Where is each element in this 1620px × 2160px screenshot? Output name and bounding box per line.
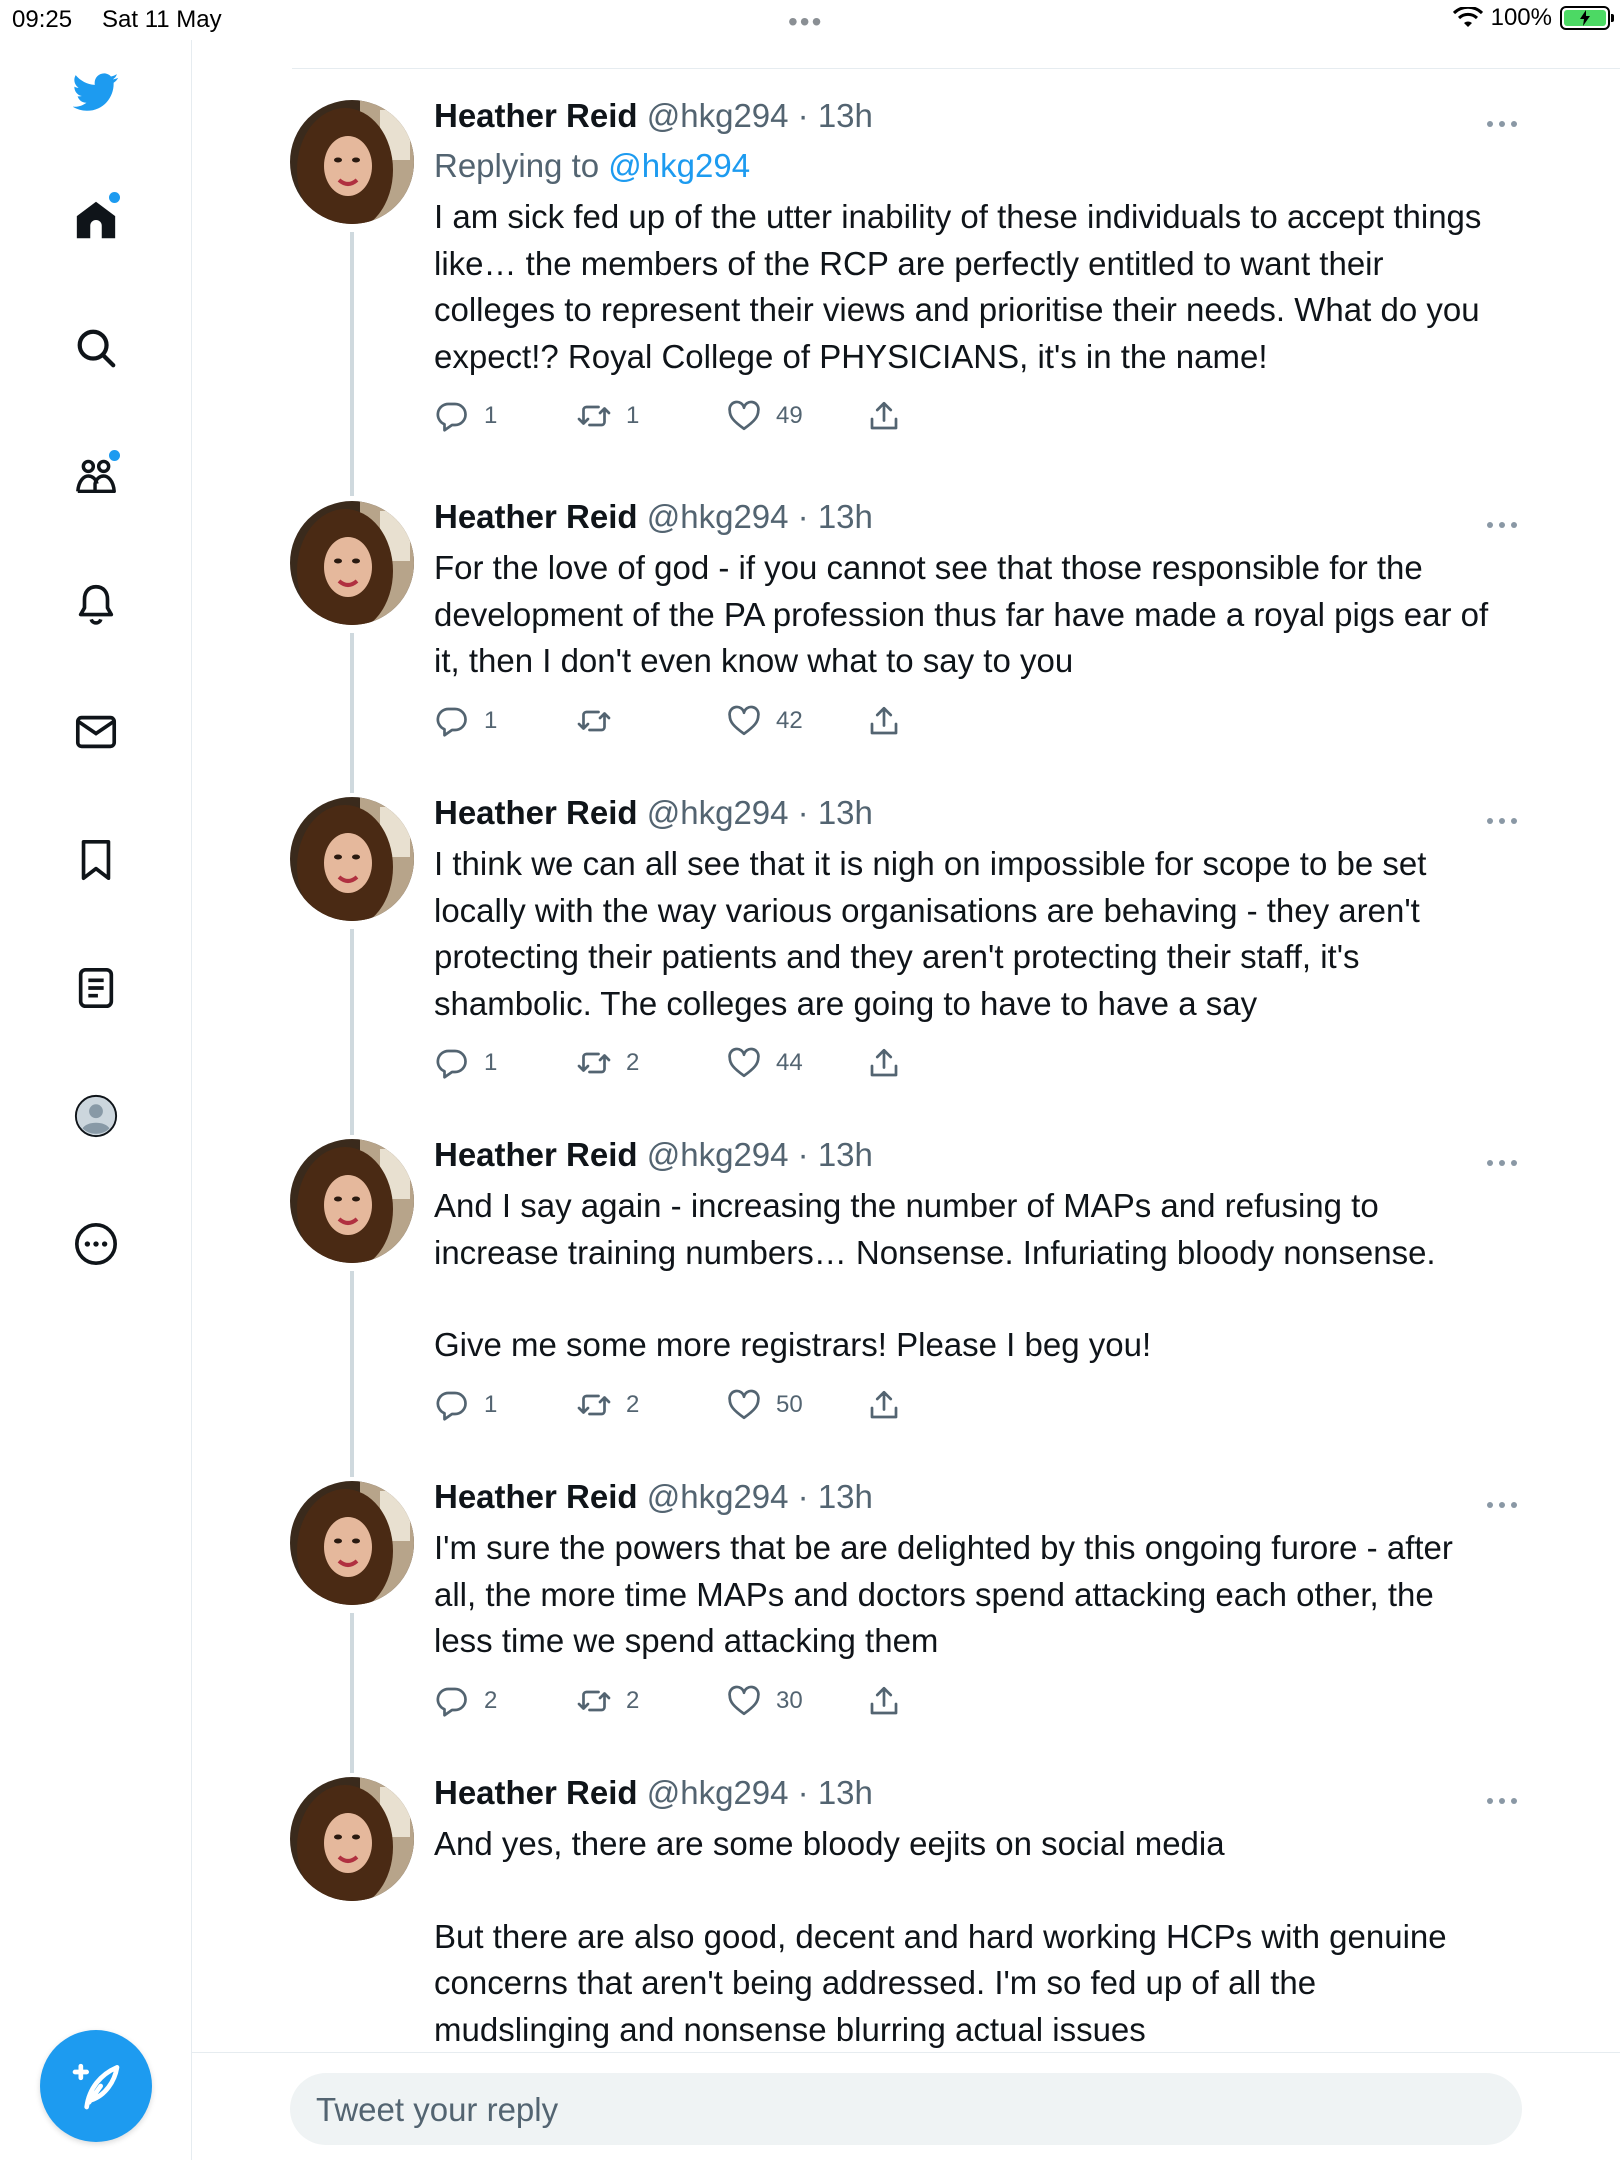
tweet-actions xyxy=(434,1045,1494,1085)
retweet-button[interactable] xyxy=(576,1045,639,1081)
share-button[interactable] xyxy=(866,1387,902,1423)
heart-icon xyxy=(726,1045,762,1081)
author-meta[interactable]: @hkg294 · 13h xyxy=(646,97,873,134)
replying-to-handle[interactable]: @hkg294 xyxy=(608,147,751,184)
search-icon[interactable] xyxy=(68,320,124,376)
like-button[interactable] xyxy=(726,1045,803,1081)
like-button[interactable] xyxy=(726,1387,803,1423)
author-name[interactable]: Heather Reid xyxy=(434,97,638,134)
author-meta[interactable]: @hkg294 · 13h xyxy=(646,1136,873,1173)
retweet-icon xyxy=(576,1683,612,1719)
reply-count: 1 xyxy=(484,1049,498,1076)
share-icon xyxy=(866,398,902,434)
heart-icon xyxy=(726,703,762,739)
tweet-paragraph: And yes, there are some bloody eejits on social media xyxy=(434,1825,1225,1862)
tweet-paragraph: I am sick fed up of the utter inability of these individuals to accept things like… the members of the RCP are perfectly entitled to want their colleges to represent their views and prioritise their needs. What do you expect!? Royal College of PHYSICIANS, it's in the name! xyxy=(434,198,1482,375)
reply-button[interactable] xyxy=(434,1387,497,1423)
heart-icon xyxy=(726,1387,762,1423)
share-button[interactable] xyxy=(866,398,902,434)
share-button[interactable] xyxy=(866,1683,902,1719)
status-bar xyxy=(0,0,1620,40)
tweet-text xyxy=(434,1525,1494,1665)
avatar[interactable] xyxy=(290,1481,414,1605)
avatar-photo xyxy=(290,100,414,224)
reply-icon xyxy=(434,1683,470,1719)
more-options-button[interactable] xyxy=(1482,1493,1522,1517)
avatar[interactable] xyxy=(290,100,414,224)
home-notification-dot xyxy=(109,192,120,203)
multitasking-dots[interactable]: ••• xyxy=(788,6,824,37)
tweet-header xyxy=(434,96,1494,136)
reply-icon xyxy=(434,1387,470,1423)
share-icon xyxy=(866,1683,902,1719)
ellipsis-icon xyxy=(1486,817,1518,825)
tweet-actions xyxy=(434,398,1494,438)
top-divider xyxy=(292,68,1620,69)
compose-feather-icon xyxy=(68,2058,124,2114)
mail-icon[interactable] xyxy=(68,704,124,760)
reply-button[interactable] xyxy=(434,703,497,739)
tweet-header xyxy=(434,793,1494,833)
communities-icon[interactable] xyxy=(68,448,124,504)
reply-icon xyxy=(434,398,470,434)
retweet-count: 2 xyxy=(626,1390,640,1418)
retweet-button[interactable] xyxy=(576,1387,639,1423)
reply-count: 2 xyxy=(484,1686,498,1714)
like-count: 44 xyxy=(776,1049,803,1076)
ellipsis-icon xyxy=(1486,1797,1518,1805)
more-options-button[interactable] xyxy=(1482,1789,1522,1813)
like-count: 50 xyxy=(776,1390,803,1418)
sidebar-nav xyxy=(0,40,192,2160)
bookmark-icon[interactable] xyxy=(68,832,124,888)
avatar-photo xyxy=(290,1481,414,1605)
like-button[interactable] xyxy=(726,398,803,434)
tweet-reply-input[interactable]: Tweet your reply xyxy=(290,2073,1522,2145)
lists-icon[interactable] xyxy=(68,960,124,1016)
thread-connector xyxy=(350,232,354,496)
author-meta[interactable]: @hkg294 · 13h xyxy=(646,794,873,831)
ellipsis-icon xyxy=(1486,521,1518,529)
retweet-icon xyxy=(576,703,612,739)
author-name[interactable]: Heather Reid xyxy=(434,498,638,535)
share-button[interactable] xyxy=(866,703,902,739)
reply-icon xyxy=(434,703,470,739)
retweet-button[interactable] xyxy=(576,1683,639,1719)
author-name[interactable]: Heather Reid xyxy=(434,1136,638,1173)
author-meta[interactable]: @hkg294 · 13h xyxy=(646,498,873,535)
author-name[interactable]: Heather Reid xyxy=(434,1774,638,1811)
tweet-paragraph: And I say again - increasing the number of MAPs and refusing to increase training numbers… Nonsense. Infuriating bloody nonsense. xyxy=(434,1187,1436,1271)
tweet-header xyxy=(434,1773,1494,1813)
ellipsis-icon xyxy=(1486,120,1518,128)
avatar-photo xyxy=(290,797,414,921)
replying-to xyxy=(434,146,1494,186)
like-count: 30 xyxy=(776,1686,803,1714)
retweet-count: 2 xyxy=(626,1686,640,1714)
tweet-text xyxy=(434,194,1494,380)
share-button[interactable] xyxy=(866,1045,902,1081)
author-meta[interactable]: @hkg294 · 13h xyxy=(646,1478,873,1515)
reply-bar-container xyxy=(192,2052,1620,2160)
thread-connector xyxy=(350,1613,354,1773)
avatar[interactable] xyxy=(290,1777,414,1901)
author-meta[interactable]: @hkg294 · 13h xyxy=(646,1774,873,1811)
avatar-photo xyxy=(290,1777,414,1901)
thread-connector xyxy=(350,929,354,1135)
share-icon xyxy=(866,1387,902,1423)
ellipsis-icon xyxy=(1486,1501,1518,1509)
home-icon[interactable] xyxy=(68,192,124,248)
tweet-paragraph: But there are also good, decent and hard working HCPs with genuine concerns that aren't being addressed. I'm so fed up of all the mudslinging and nonsense blurring actual issues xyxy=(434,1917,1447,2048)
compose-tweet-button[interactable] xyxy=(40,2030,152,2142)
thread-connector xyxy=(350,633,354,793)
heart-icon xyxy=(726,1683,762,1719)
share-icon xyxy=(866,1045,902,1081)
tweet-header xyxy=(434,1135,1494,1175)
tweet-paragraph: Give me some more registrars! Please I beg you! xyxy=(434,1326,1152,1363)
retweet-count: 2 xyxy=(626,1049,640,1076)
avatar-photo xyxy=(290,501,414,625)
status-time: 09:25 xyxy=(12,6,73,33)
like-button[interactable] xyxy=(726,703,803,739)
tweet-actions xyxy=(434,1387,1494,1427)
bell-icon[interactable] xyxy=(68,576,124,632)
communities-notification-dot xyxy=(109,450,120,461)
tweet-paragraph: I think we can all see that it is nigh on impossible for scope to be set locally with the way various organisations are behaving - they aren't protecting their patients and they aren't protecting their staff, it's shambolic. The colleges are going to have to have a say xyxy=(434,845,1427,1022)
retweet-icon xyxy=(576,1387,612,1423)
tweet-header xyxy=(434,497,1494,537)
more-options-button[interactable] xyxy=(1482,1151,1522,1175)
thread-connector xyxy=(350,1271,354,1477)
tweet-text xyxy=(434,545,1494,685)
tweet-paragraph: I'm sure the powers that be are delighted by this ongoing furore - after all, the more time MAPs and doctors spend attacking each other, the less time we spend attacking them xyxy=(434,1529,1453,1659)
more-options-button[interactable] xyxy=(1482,513,1522,537)
status-date: Sat 11 May xyxy=(102,6,222,33)
tweet-actions xyxy=(434,703,1494,743)
tweet-text xyxy=(434,1183,1494,1369)
profile-avatar-icon[interactable] xyxy=(68,1088,124,1144)
more-options-button[interactable] xyxy=(1482,112,1522,136)
retweet-icon xyxy=(576,1045,612,1081)
reply-count: 1 xyxy=(484,706,498,734)
reply-count: 1 xyxy=(484,1390,498,1418)
share-icon xyxy=(866,703,902,739)
replying-to-prefix: Replying to xyxy=(434,147,600,184)
reply-icon xyxy=(434,1045,470,1081)
retweet-button[interactable] xyxy=(576,398,639,434)
avatar[interactable] xyxy=(290,797,414,921)
retweet-count: 1 xyxy=(626,402,640,429)
ellipsis-icon xyxy=(1486,1159,1518,1167)
author-name[interactable]: Heather Reid xyxy=(434,794,638,831)
tweet-text xyxy=(434,841,1494,1027)
thread-main xyxy=(192,40,1620,2160)
avatar[interactable] xyxy=(290,1139,414,1263)
reply-button[interactable] xyxy=(434,1683,497,1719)
wifi-icon xyxy=(1453,7,1483,29)
reply-button[interactable] xyxy=(434,398,497,434)
tweet-actions xyxy=(434,1683,1494,1723)
tweet-paragraph: For the love of god - if you cannot see that those responsible for the development of the PA profession thus far have made a royal pigs ear of it, then I don't even know what to say to you xyxy=(434,549,1489,679)
like-count: 42 xyxy=(776,706,803,734)
reply-count: 1 xyxy=(484,402,498,429)
reply-button[interactable] xyxy=(434,1045,497,1081)
like-count: 49 xyxy=(776,402,803,429)
tweet-header xyxy=(434,1477,1494,1517)
heart-icon xyxy=(726,398,762,434)
author-name[interactable]: Heather Reid xyxy=(434,1478,638,1515)
retweet-button[interactable] xyxy=(576,703,626,739)
retweet-icon xyxy=(576,398,612,434)
twitter-bird-icon[interactable] xyxy=(68,64,124,120)
like-button[interactable] xyxy=(726,1683,803,1719)
battery-icon xyxy=(1560,6,1610,30)
avatar-photo xyxy=(290,1139,414,1263)
avatar[interactable] xyxy=(290,501,414,625)
battery-percent: 100% xyxy=(1490,4,1552,31)
more-circle-icon[interactable] xyxy=(68,1216,124,1272)
more-options-button[interactable] xyxy=(1482,809,1522,833)
tweet-text xyxy=(434,1821,1494,2053)
